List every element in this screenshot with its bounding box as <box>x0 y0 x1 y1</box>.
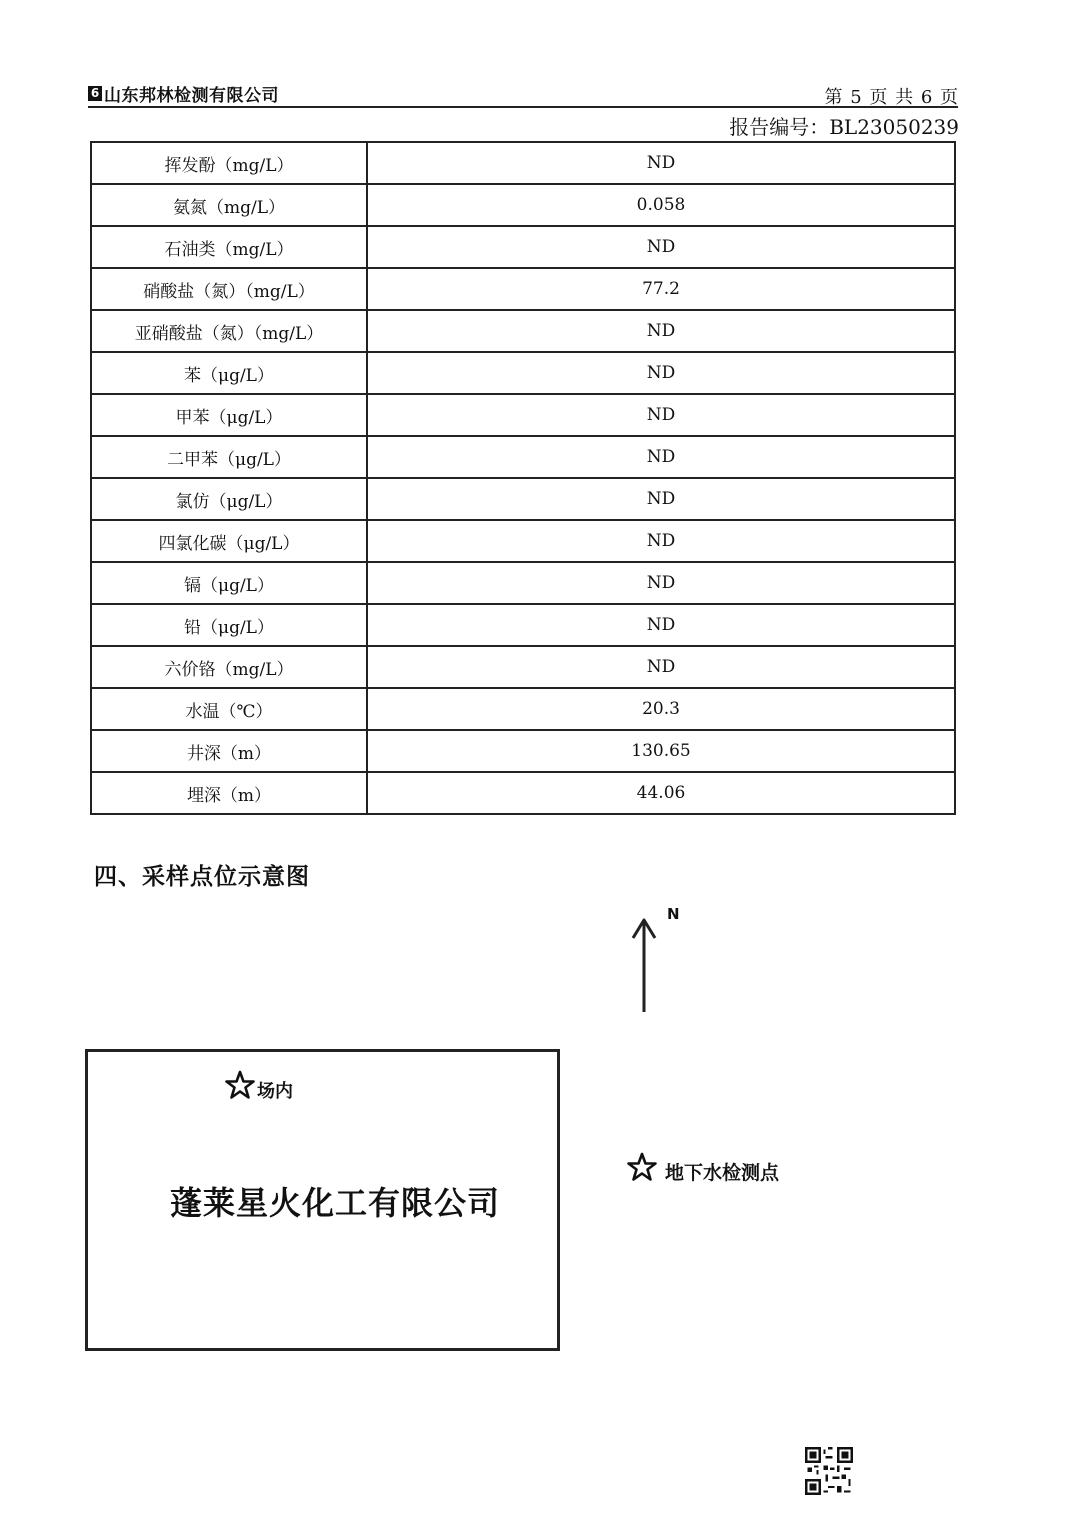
table-row <box>91 226 955 268</box>
value-cell: ND <box>367 646 955 688</box>
value-cell: ND <box>367 478 955 520</box>
parameter-cell: 四氯化碳（μg/L） <box>91 520 367 562</box>
qr-code-icon <box>805 1447 853 1495</box>
parameter-cell: 硝酸盐（氮）（mg/L） <box>91 268 367 310</box>
parameter-cell: 水温（℃） <box>91 688 367 730</box>
section-title: 四、采样点位示意图 <box>94 864 310 890</box>
value-cell: ND <box>367 310 955 352</box>
table-row <box>91 436 955 478</box>
parameter-cell: 氯仿（μg/L） <box>91 478 367 520</box>
parameter-cell: 埋深（m） <box>91 772 367 814</box>
table-row <box>91 184 955 226</box>
parameter-cell: 井深（m） <box>91 730 367 772</box>
table-row <box>91 772 955 814</box>
table-row <box>91 142 955 184</box>
parameter-cell: 挥发酚（mg/L） <box>91 142 367 184</box>
table-row <box>91 310 955 352</box>
header-divider <box>88 106 958 108</box>
table-row <box>91 604 955 646</box>
parameter-cell: 苯（μg/L） <box>91 352 367 394</box>
parameter-cell: 六价铬（mg/L） <box>91 646 367 688</box>
value-cell: ND <box>367 352 955 394</box>
star-outline-icon <box>627 1152 657 1182</box>
results-table <box>90 141 956 815</box>
company-name: 山东邦林检测有限公司 <box>104 86 279 106</box>
table-row <box>91 268 955 310</box>
parameter-cell: 石油类（mg/L） <box>91 226 367 268</box>
company-logo: 6 <box>88 86 102 101</box>
north-arrow-icon <box>628 912 660 1016</box>
parameter-cell: 铅（μg/L） <box>91 604 367 646</box>
factory-name: 蓬莱星火化工有限公司 <box>170 1184 501 1222</box>
table-row <box>91 646 955 688</box>
table-row <box>91 394 955 436</box>
table-row <box>91 562 955 604</box>
star-outline-icon <box>225 1070 255 1100</box>
value-cell: ND <box>367 562 955 604</box>
parameter-cell: 甲苯（μg/L） <box>91 394 367 436</box>
value-cell: ND <box>367 520 955 562</box>
value-cell: ND <box>367 604 955 646</box>
parameter-cell: 镉（μg/L） <box>91 562 367 604</box>
value-cell: ND <box>367 436 955 478</box>
table-row <box>91 730 955 772</box>
table-row <box>91 520 955 562</box>
value-cell: 0.058 <box>367 184 955 226</box>
value-cell: ND <box>367 394 955 436</box>
value-cell: 20.3 <box>367 688 955 730</box>
value-cell: ND <box>367 226 955 268</box>
sampling-point-label: 场内 <box>257 1081 293 1102</box>
parameter-cell: 氨氮（mg/L） <box>91 184 367 226</box>
report-number: 报告编号：BL23050239 <box>729 115 959 139</box>
north-label: N <box>667 905 680 923</box>
table-row <box>91 688 955 730</box>
value-cell: 77.2 <box>367 268 955 310</box>
table-row <box>91 478 955 520</box>
value-cell: 44.06 <box>367 772 955 814</box>
value-cell: 130.65 <box>367 730 955 772</box>
table-row <box>91 352 955 394</box>
parameter-cell: 二甲苯（μg/L） <box>91 436 367 478</box>
value-cell: ND <box>367 142 955 184</box>
parameter-cell: 亚硝酸盐（氮）（mg/L） <box>91 310 367 352</box>
page-number: 第 5 页 共 6 页 <box>824 87 959 108</box>
legend-label: 地下水检测点 <box>665 1162 780 1184</box>
